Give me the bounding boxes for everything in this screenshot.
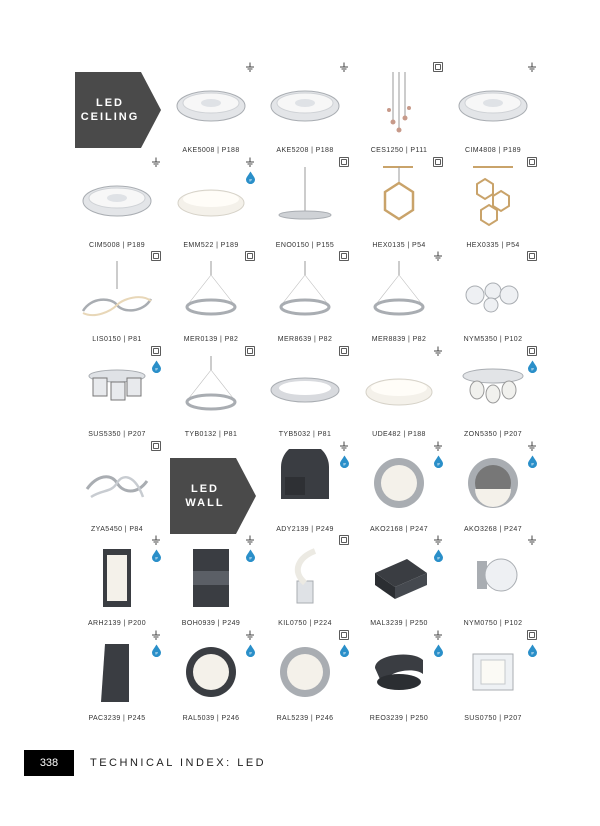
product-code: NYM5350 | P102 bbox=[463, 336, 523, 343]
product-code: AKO3268 | P247 bbox=[463, 526, 522, 533]
product-cell[interactable] bbox=[259, 346, 351, 440]
product-cell[interactable] bbox=[447, 251, 539, 345]
product-cell[interactable] bbox=[165, 535, 257, 629]
page-number: 338 bbox=[24, 750, 74, 776]
svg-text:IP: IP bbox=[530, 651, 535, 656]
svg-text:IP: IP bbox=[530, 367, 535, 372]
product-code: BOH0939 | P249 bbox=[181, 620, 241, 627]
svg-text:IP: IP bbox=[436, 651, 441, 656]
twist-ceiling-light-icon bbox=[71, 449, 163, 515]
box-wall-light-icon bbox=[71, 543, 163, 609]
product-cell[interactable] bbox=[71, 441, 163, 535]
product-code: AKO2168 | P247 bbox=[369, 526, 428, 533]
svg-text:IP: IP bbox=[530, 462, 535, 467]
product-cell[interactable] bbox=[447, 441, 539, 535]
ring-pendant-light-icon bbox=[259, 259, 351, 325]
product-cell[interactable] bbox=[165, 251, 257, 345]
round-bulkhead-light-icon bbox=[353, 449, 445, 515]
product-code: CES1250 | P111 bbox=[370, 147, 428, 154]
wedge-wall-light-icon bbox=[71, 638, 163, 704]
wall-up-down-light-icon bbox=[259, 449, 351, 515]
product-code: TYB0132 | P81 bbox=[184, 431, 238, 438]
svg-text:IP: IP bbox=[248, 178, 253, 183]
product-cell[interactable] bbox=[259, 441, 351, 535]
product-code: AKE5208 | P188 bbox=[276, 147, 334, 154]
section-banner-led-ceiling bbox=[75, 72, 163, 148]
product-cell[interactable] bbox=[353, 346, 445, 440]
product-code: TYB5032 | P81 bbox=[278, 431, 332, 438]
product-cell[interactable] bbox=[165, 62, 257, 156]
product-cell[interactable] bbox=[71, 346, 163, 440]
product-cell[interactable] bbox=[447, 62, 539, 156]
globe-wall-light-icon bbox=[447, 543, 539, 609]
ring-pendant-light-icon bbox=[165, 354, 257, 420]
up-down-wall-light-icon bbox=[165, 543, 257, 609]
ring-pendant-light-icon bbox=[353, 259, 445, 325]
product-code: MER0139 | P82 bbox=[183, 336, 239, 343]
product-cell[interactable] bbox=[259, 251, 351, 345]
product-code: RAL5039 | P246 bbox=[182, 715, 240, 722]
product-code: SUS5350 | P207 bbox=[88, 431, 146, 438]
product-cell[interactable] bbox=[353, 157, 445, 251]
ribbon-pendant-light-icon bbox=[71, 259, 163, 325]
footer-title: TECHNICAL INDEX: LED bbox=[90, 757, 267, 769]
product-code: KIL0750 | P224 bbox=[278, 620, 332, 627]
product-code: EMM522 | P189 bbox=[183, 242, 239, 249]
svg-text:IP: IP bbox=[154, 556, 159, 561]
product-code: HEX0335 | P54 bbox=[466, 242, 520, 249]
product-code: CIM5008 | P189 bbox=[88, 242, 146, 249]
product-cell[interactable] bbox=[71, 251, 163, 345]
product-code: ZYA5450 | P84 bbox=[90, 526, 144, 533]
product-cell[interactable] bbox=[165, 157, 257, 251]
product-code: MER8639 | P82 bbox=[277, 336, 333, 343]
product-cell[interactable] bbox=[353, 62, 445, 156]
cube-cluster-light-icon bbox=[71, 354, 163, 420]
svg-text:IP: IP bbox=[342, 651, 347, 656]
svg-text:IP: IP bbox=[436, 556, 441, 561]
product-cell[interactable] bbox=[259, 630, 351, 724]
product-cell[interactable] bbox=[447, 346, 539, 440]
product-code: ENO0150 | P155 bbox=[275, 242, 335, 249]
round-bulkhead-light-icon bbox=[259, 638, 351, 704]
product-code: ARH2139 | P200 bbox=[87, 620, 146, 627]
saucer-pendant-light-icon bbox=[259, 165, 351, 231]
product-code: NYM0750 | P102 bbox=[463, 620, 523, 627]
product-cell[interactable] bbox=[71, 535, 163, 629]
product-cell[interactable] bbox=[259, 62, 351, 156]
svg-text:IP: IP bbox=[342, 462, 347, 467]
ceiling-disc-light-icon bbox=[165, 70, 257, 136]
ceiling-dome-light-icon bbox=[71, 165, 163, 231]
ceiling-ring-light-icon bbox=[259, 354, 351, 420]
square-wall-light-icon bbox=[353, 543, 445, 609]
triple-hexagon-pendant-light-icon bbox=[447, 165, 539, 231]
product-cell[interactable] bbox=[71, 630, 163, 724]
product-code: SUS0750 | P207 bbox=[464, 715, 522, 722]
section-banner-label: LED WALL bbox=[185, 483, 225, 509]
ceiling-crystal-disc-light-icon bbox=[259, 70, 351, 136]
product-code: ADY2139 | P249 bbox=[276, 526, 334, 533]
product-cell[interactable] bbox=[165, 630, 257, 724]
product-cell[interactable] bbox=[353, 535, 445, 629]
ceiling-dome-light-icon bbox=[447, 70, 539, 136]
cube-wall-light-icon bbox=[447, 638, 539, 704]
product-code: CIM4808 | P189 bbox=[464, 147, 522, 154]
ribbon-wall-light-icon bbox=[259, 543, 351, 609]
crystal-cluster-light-icon bbox=[447, 354, 539, 420]
product-cell[interactable] bbox=[447, 630, 539, 724]
ceiling-flush-light-icon bbox=[165, 165, 257, 231]
product-code: MER8839 | P82 bbox=[371, 336, 427, 343]
product-code: UDE482 | P188 bbox=[372, 431, 426, 438]
section-banner-led-wall bbox=[170, 458, 258, 534]
product-code: RAL5239 | P246 bbox=[276, 715, 334, 722]
oval-bulkhead-light-icon bbox=[165, 638, 257, 704]
product-cell[interactable] bbox=[259, 535, 351, 629]
curved-wall-light-icon bbox=[353, 638, 445, 704]
product-code: PAC3239 | P245 bbox=[88, 715, 146, 722]
ring-pendant-light-icon bbox=[165, 259, 257, 325]
product-code: REO3239 | P250 bbox=[369, 715, 429, 722]
eyelid-bulkhead-light-icon bbox=[447, 449, 539, 515]
svg-text:IP: IP bbox=[436, 462, 441, 467]
section-banner-label: LED CEILING bbox=[80, 97, 140, 123]
product-code: HEX0135 | P54 bbox=[372, 242, 426, 249]
product-cell[interactable] bbox=[447, 535, 539, 629]
svg-text:IP: IP bbox=[154, 367, 159, 372]
product-cell[interactable] bbox=[353, 251, 445, 345]
svg-text:IP: IP bbox=[154, 651, 159, 656]
hexagon-pendant-light-icon bbox=[353, 165, 445, 231]
product-cell[interactable] bbox=[447, 157, 539, 251]
ceiling-flush-light-icon bbox=[353, 354, 445, 420]
product-code: MAL3239 | P250 bbox=[370, 620, 428, 627]
product-cell[interactable] bbox=[165, 346, 257, 440]
cluster-pendant-light-icon bbox=[353, 70, 445, 136]
product-cell[interactable] bbox=[353, 630, 445, 724]
svg-text:IP: IP bbox=[248, 556, 253, 561]
product-code: LIS0150 | P81 bbox=[92, 336, 142, 343]
globe-cluster-light-icon bbox=[447, 259, 539, 325]
product-cell[interactable] bbox=[259, 157, 351, 251]
product-code: AKE5008 | P188 bbox=[182, 147, 240, 154]
product-cell[interactable] bbox=[71, 157, 163, 251]
product-code: ZON5350 | P207 bbox=[463, 431, 522, 438]
svg-text:IP: IP bbox=[248, 651, 253, 656]
product-cell[interactable] bbox=[353, 441, 445, 535]
